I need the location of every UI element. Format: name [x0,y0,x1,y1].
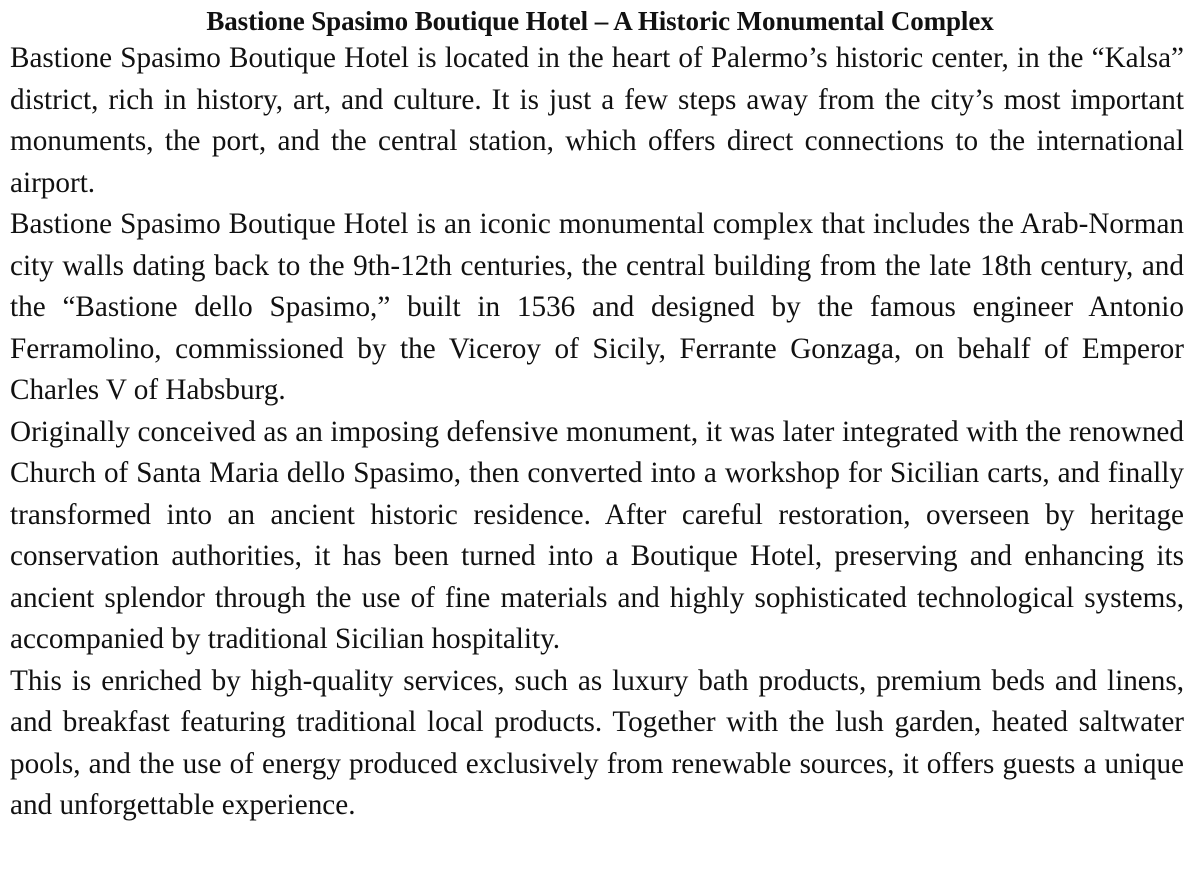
paragraph-restoration: Originally conceived as an imposing defensive monument, it was later integrated with the renowned Church of Santa Maria dello Spasimo, then converted into a workshop for Sicilian carts, and finally transformed into an ancient historic residence. After careful restoration, overseen by heritage conservation authorities, it has been turned into a Boutique Hotel, preserving and enhancing its ancient splendor through the use of fine materials and highly sophisticated technological systems, accompanied by traditional Sicilian hospitality. [10,415,1184,655]
paragraph-history: Bastione Spasimo Boutique Hotel is an iconic monumental complex that includes the Arab-Norman city walls dating back to the 9th-12th centuries, the central building from the late 18th century, and the “Bastione dello Spasimo,” built in 1536 and designed by the famous engineer Antonio Ferramolino, commissioned by the Viceroy of Sicily, Ferrante Gonzaga, on behalf of Emperor Charles V of Habsburg. [10,208,1184,406]
document-title: Bastione Spasimo Boutique Hotel – A Historic Monumental Complex [206,6,994,36]
paragraph-location: Bastione Spasimo Boutique Hotel is located in the heart of Palermo’s historic center, in the “Kalsa” district, rich in history, art, and culture. It is just a few steps away from the city’s most important monuments, the port, and the central station, which offers direct connections to the international airport. [10,42,1184,199]
paragraph-services: This is enriched by high-quality services, such as luxury bath products, premium beds and linens, and breakfast featuring traditional local products. Together with the lush garden, heated saltwater pools, and the use of energy produced exclusively from renewable sources, it offers guests a unique and unforgettable experience. [10,664,1184,821]
